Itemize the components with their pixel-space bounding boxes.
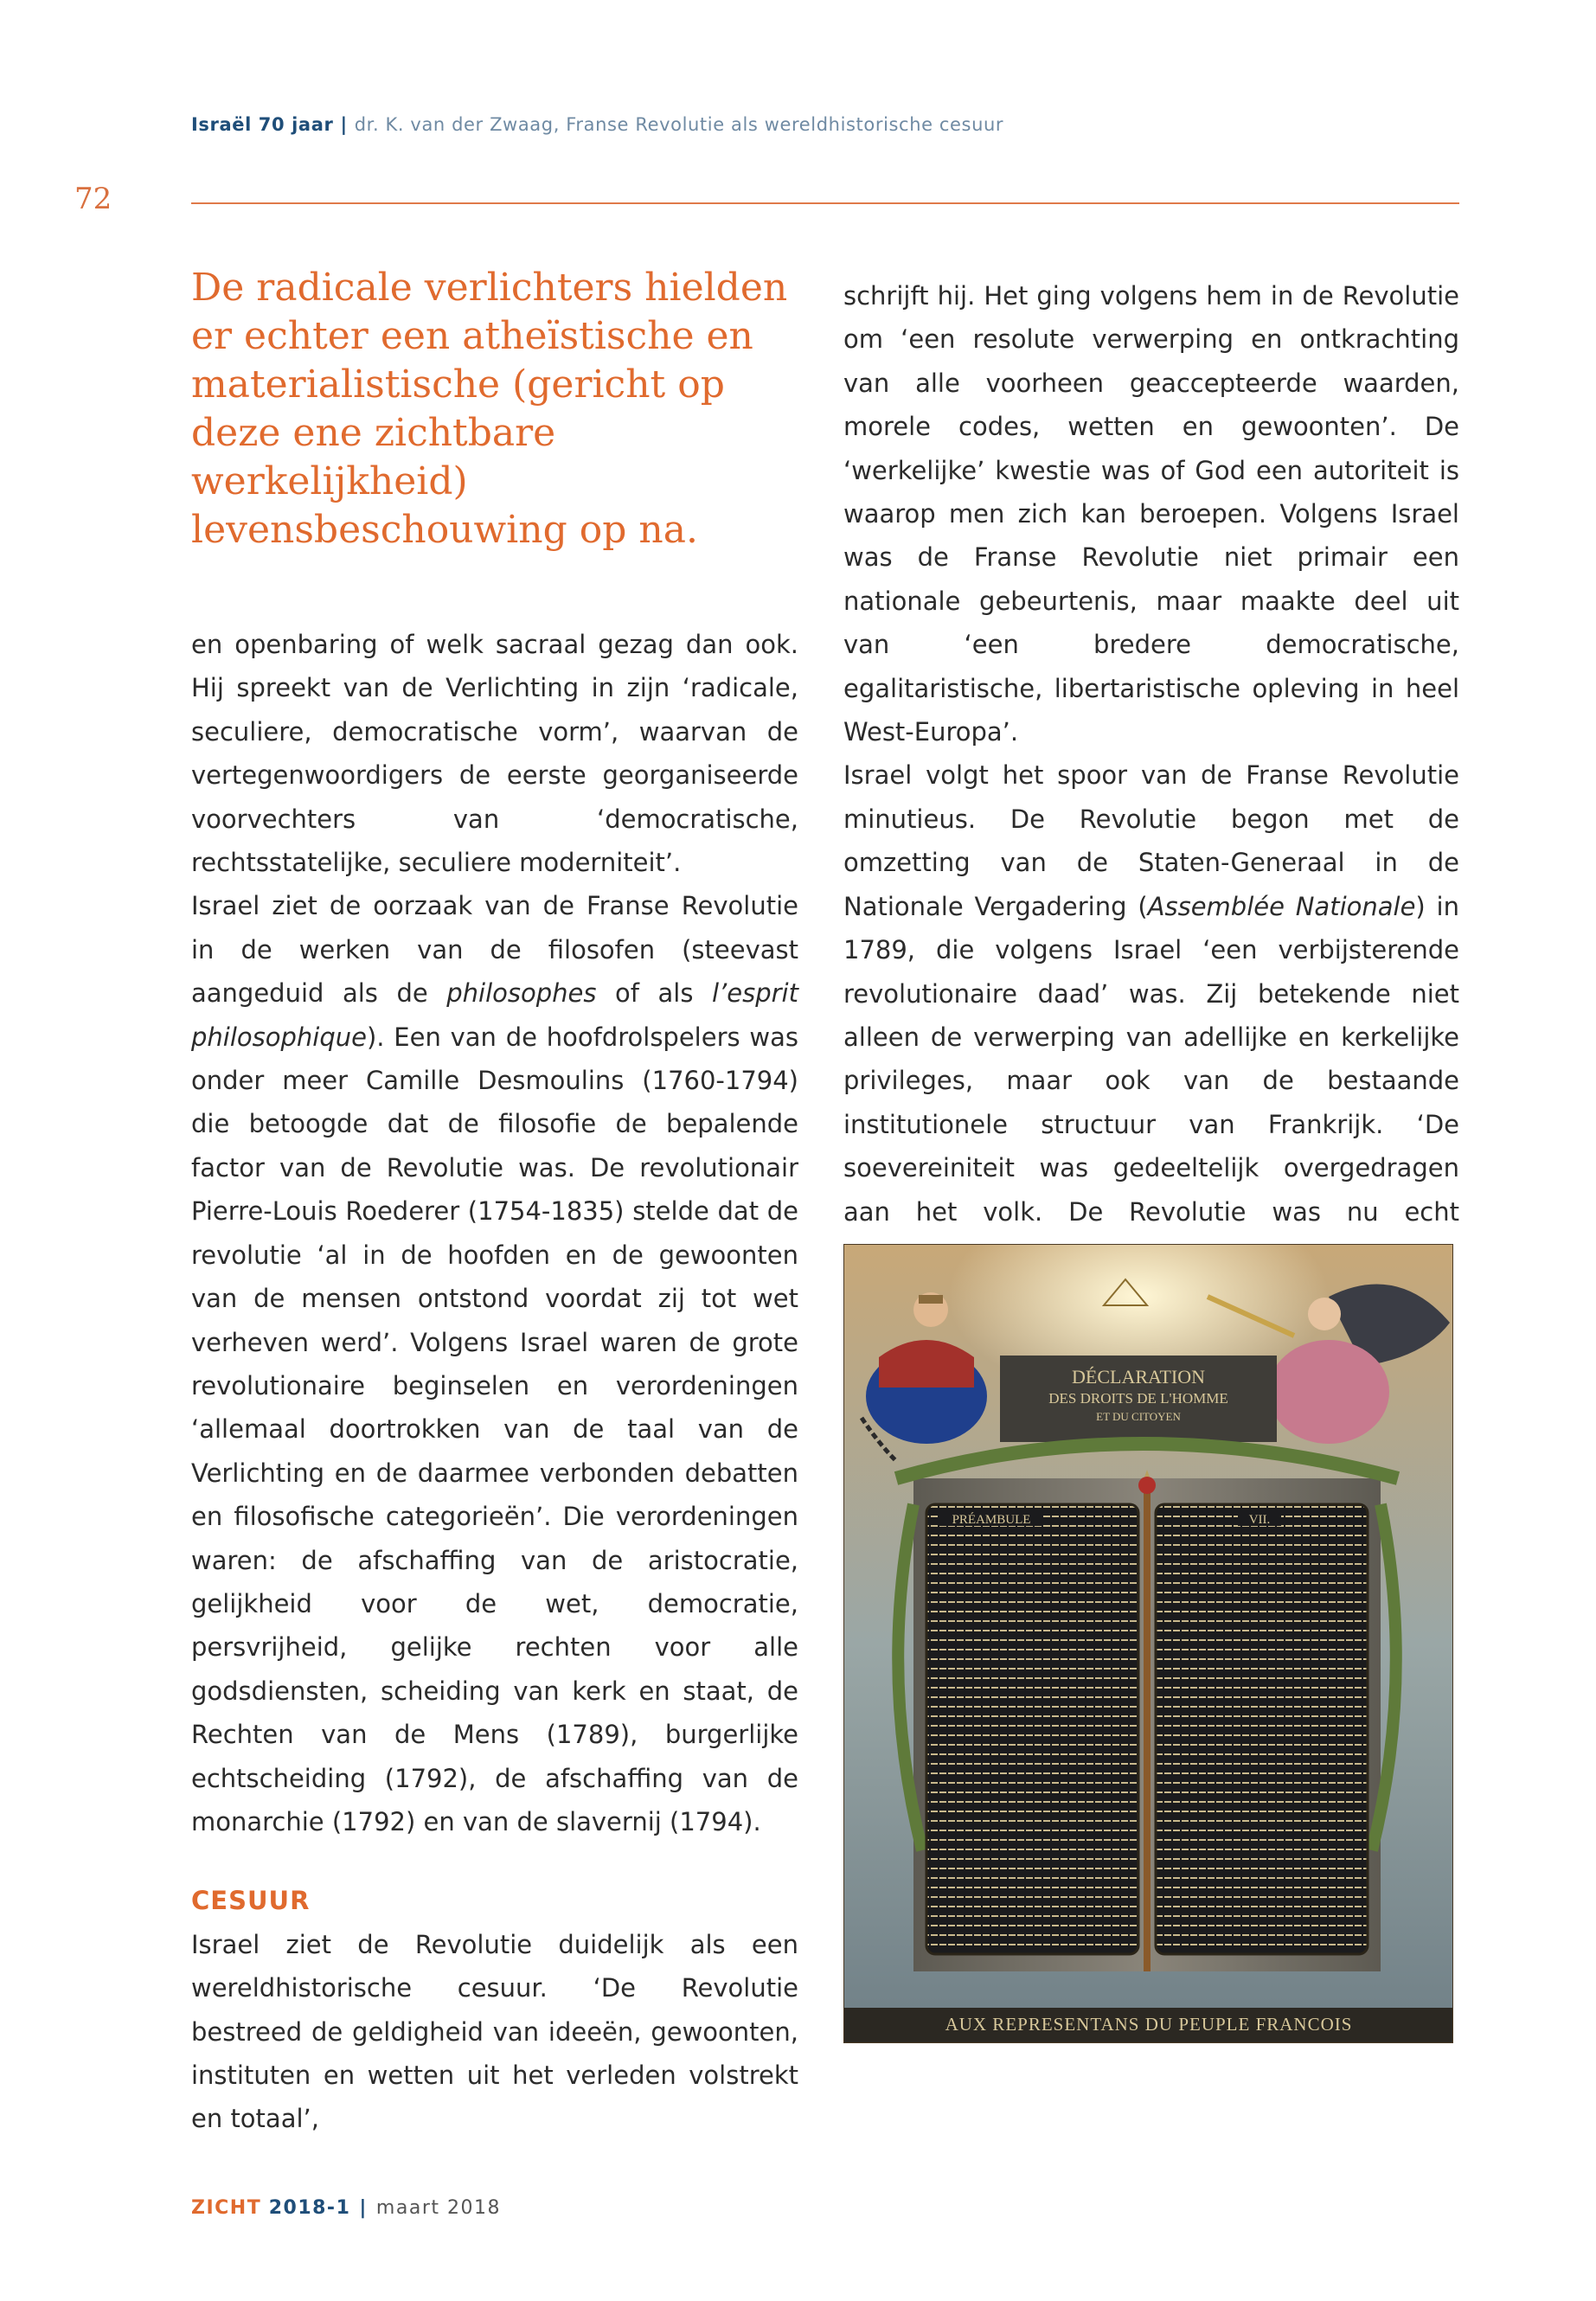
footer-date: maart 2018 (375, 2197, 501, 2219)
declaration-painting (843, 1244, 1453, 2043)
left-paragraph-2: Israel ziet de oorzaak van de Franse Revolutie in de werken van de filosofen (steevast aangeduid als de philosophes of als l’esprit philosophique). Een van de hoofdrolspelers was onder meer Camille Desmoulins (1760-1794) die betoogde dat de filosofie de bepalende factor van de Revolutie was. De revolutionair Pierre-Louis Roederer (1754-1835) stelde dat de revolutie ‘al in de hoofden en de gewoonten van de mensen ontstond voordat zij tot wet verheven werd’. Volgens Israel waren de grote revolutionaire beginselen en verordeningen ‘allemaal doortrokken van de taal van de Verlichting en de daarmee verbonden debatten en filosofische categorieën’. Die verordeningen waren: de afschaffing van de aristocratie, gelijkheid voor de wet, democratie, persvrijheid, gelijke rechten voor alle godsdiensten, scheiding van kerk en staat, de Rechten van de Mens (1789), burgerlijke echtscheiding (1792), de afschaffing van de monarchie (1792) en van de slavernij (1794). (191, 891, 798, 1836)
magazine-title: Israël 70 jaar (191, 114, 334, 135)
section-heading-cesuur: CESUUR (191, 1886, 311, 1916)
page-number: 72 (74, 182, 112, 216)
painting-title-line-3: ET DU CITOYEN (1096, 1410, 1181, 1423)
article-byline: dr. K. van der Zwaag, Franse Revolutie als wereldhistorische cesuur (354, 114, 1004, 135)
right-paragraph-1: schrijft hij. Het ging volgens hem in de Revolutie om ‘een resolute verwerping en ontkrachting van alle voorheen geaccepteerde waarden, morele codes, wetten en gewoonten’. De ‘werkelijke’ kwestie was of God een autoriteit is waarop men zich kan beroepen. Volgens Israel was de Franse Revolutie niet primair een nationale gebeurtenis, maar maakte deel uit van ‘een bredere democratische, egalitaristische, libertaristische opleving in heel West-Europa’. (843, 281, 1459, 747)
emphasis-esprit: l’esprit philosophique (191, 978, 798, 1052)
painting-title-line-2: DES DROITS DE L'HOMME (1048, 1390, 1228, 1407)
tablet-left (926, 1504, 1138, 1954)
tablet-left-heading: PRÉAMBULE (952, 1513, 1031, 1527)
header-rule (191, 202, 1459, 204)
left-paragraph-3: Israel ziet de Revolutie duidelijk als een wereldhistorische cesuur. ‘De Revolutie bestreed de geldigheid van ideeën, gewoonten, instituten en wetten uit het verleden volstrekt en totaal’, (191, 1929, 798, 2134)
header-separator: | (340, 114, 348, 135)
running-header (191, 114, 1003, 135)
tablet-right (1156, 1504, 1368, 1954)
left-paragraph-1: en openbaring of welk sacraal gezag dan ook. Hij spreekt van de Verlichting in zijn ‘radicale, seculiere, democratische vorm’, waarvan de vertegenwoordigers de eerste georganiseerde voorvechters van ‘democratische, rechtsstatelijke, seculiere moderniteit’. (191, 630, 798, 878)
right-paragraph-2: Israel volgt het spoor van de Franse Revolutie minutieus. De Revolutie begon met de omzetting van de Staten-Generaal in de Nationale Vergadering (Assemblée Nationale) in 1789, die volgens Israel ‘een verbijsterende revolutionaire daad’ was. Zij betekende niet alleen de verwerping van adellijke en kerkelijke privileges, maar ook van de bestaande institutionele structuur van Frankrijk. ‘De soevereiniteit was gedeeltelijk overgedragen aan het volk. De Revolutie was nu echt (843, 760, 1459, 1227)
pullquote: De radicale verlichters hielden er echter een atheïstische en materialistische (gericht op deze ene zichtbare werkelijkheid) levensbeschouwing op na. (191, 266, 788, 552)
left-column (191, 623, 798, 2141)
footer (191, 2197, 501, 2219)
footer-issue: 2018-1 (268, 2197, 351, 2219)
tablet-right-heading: VII. (1248, 1513, 1271, 1527)
emphasis-assemblee: Assemblée Nationale (1147, 891, 1416, 921)
painting-title-line-1: DÉCLARATION (1072, 1366, 1205, 1388)
footer-separator: | (359, 2197, 368, 2219)
right-column (843, 274, 1459, 1277)
painting-caption: AUX REPRESENTANS DU PEUPLE FRANCOIS (945, 2014, 1353, 2035)
emphasis-philosophes: philosophes (446, 978, 597, 1009)
footer-magazine: ZICHT (191, 2197, 262, 2219)
